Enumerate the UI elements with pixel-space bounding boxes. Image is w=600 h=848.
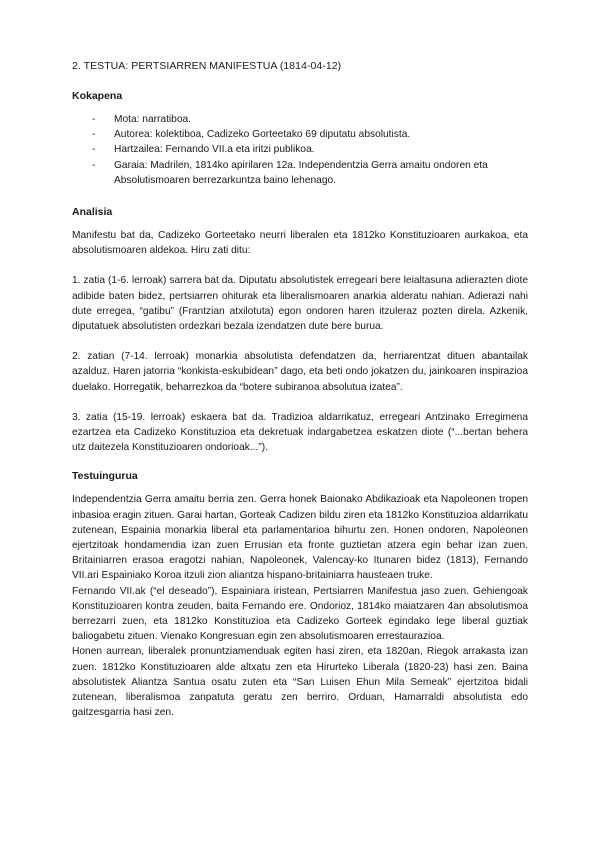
list-item-text: Autorea: kolektiboa, Cadizeko Gorteetako 69 diputatu absolutista. (114, 129, 411, 141)
list-item (72, 112, 528, 127)
list-item (72, 158, 528, 188)
kokapena-list (72, 112, 528, 188)
analisia-paragraph: Manifestu bat da, Cadizeko Gorteetako neurri liberalen eta 1812ko Konstituzioaren aurkakoa, eta absolutismoaren aldekoa. Hiru zati ditu: (72, 230, 528, 257)
document-page (72, 60, 528, 721)
list-item-text: Garaia: Madrilen, 1814ko apirilaren 12a. Independentzia Gerra amaitu ondoren eta Absolutismoaren berrezarkuntza baino lehenago. (114, 159, 488, 186)
analisia-paragraph: 2. zatian (7-14. lerroak) monarkia absolutista defendatzen da, herriarentzat dituen abantailak azalduz. Haren jatorria “konkista-eskubidean” dago, eta beti ondo jokatzen du, jainkoaren inspirazioa duelako. Horregatik, beharrezkoa da “botere subiranoa absolutua izatea”. (72, 351, 528, 393)
analisia-heading: Analisia (72, 206, 113, 219)
testuingurua-paragraph: Independentzia Gerra amaitu berria zen. Gerra honek Baionako Abdikazioak eta Napoleonen tropen inbasioa eragin zituen. Garai hartan, Gorteak Cadizen bildu ziren eta 1812ko Konstituzioa aldarrikatu zutenean, Espainia monarkia liberal eta parlamentarioa bihurtu zen. Honen ondoren, Napoleonen ejertzitoak hondamendia izan zuen Errusian eta fronte guztietan atzera egin behar izan zuen. Britainiarren erasoa eragotzi nahian, Napoleonek, Valencay-ko Itunaren bidez (1813), Fernando VII.ari Espainiako Koroa itzuli zion aliantza hispano-britainiarra hausteaen truke. (72, 494, 528, 582)
testuingurua-paragraph: Fernando VII.ak (“el deseado”), Espainiara iristean, Pertsiarren Manifestua jaso zuen. Gehiengoak Konstituzioaren kontra zeuden, baita Fernando ere. Ondorioz, 1814ko maiatzaren 4an absolutismoa berrezarri zuen, eta 1812ko Konstituzioa eta Cadizeko Gorteek egindako lege liberal guztiak baliogabetu zituen. Vienako Kongresuan egin zen absolutismoaren errestaurazioa. (72, 585, 528, 643)
analisia-paragraph: 1. zatia (1-6. lerroak) sarrera bat da. Diputatu absolutistek erregeari bere leialtasuna adierazten diote adibide baten bidez, pertsiarren ohiturak eta liberalismoaren anarkia alderatu nahian. Adierazi nahi dute erregea, “gatibu” (Frantzian atxilotuta) egon ondoren haren itzuleraz pozten direla. Azkenik, diputatuek absolutisten ordezkari bezala izendatzen dute bere burua. (72, 275, 528, 333)
dash-bullet-icon: - (92, 129, 96, 141)
testuingurua-heading: Testuingurua (72, 470, 138, 483)
list-item (72, 127, 528, 142)
kokapena-heading: Kokapena (72, 90, 123, 102)
list-item-text: Hartzailea: Fernando VII.a eta iritzi publikoa. (114, 144, 315, 156)
list-item-text: Mota: narratiboa. (114, 114, 192, 125)
document-title: 2. TESTUA: PERTSIARREN MANIFESTUA (1814-04-12) (72, 60, 342, 72)
list-item (72, 142, 528, 157)
dash-bullet-icon: - (92, 114, 96, 125)
dash-bullet-icon: - (92, 144, 96, 156)
dash-bullet-icon: - (92, 159, 96, 171)
analisia-paragraph: 3. zatia (15-19. lerroak) eskaera bat da. Tradizioa aldarrikatuz, erregeari Antzinako Erregimena ezartzea eta Cadizeko Konstituzioa eta dekretuak indargabetzea eskatzen diote (“...bertan behera utz daitezela Konstituzioaren ondorioak...”). (72, 411, 528, 454)
testuingurua-paragraph: Honen aurrean, liberalek pronuntziamenduak egiten hasi ziren, eta 1820an, Riegok arrakasta izan zuen. 1812ko Konstituzioaren alde altxatu zen eta Hirurteko Liberala (1820-23) hasi zen. Baina absolutistek Aliantza Santua osatu zuten eta “San Luisen Ehun Mila Semeak” ejertzitoa bidali zutenean, liberalismoa zanpatuta geratu zen berriro. Orduan, Hamarraldi absolutista edo gaitzesgarria hasi zen. (72, 646, 528, 719)
